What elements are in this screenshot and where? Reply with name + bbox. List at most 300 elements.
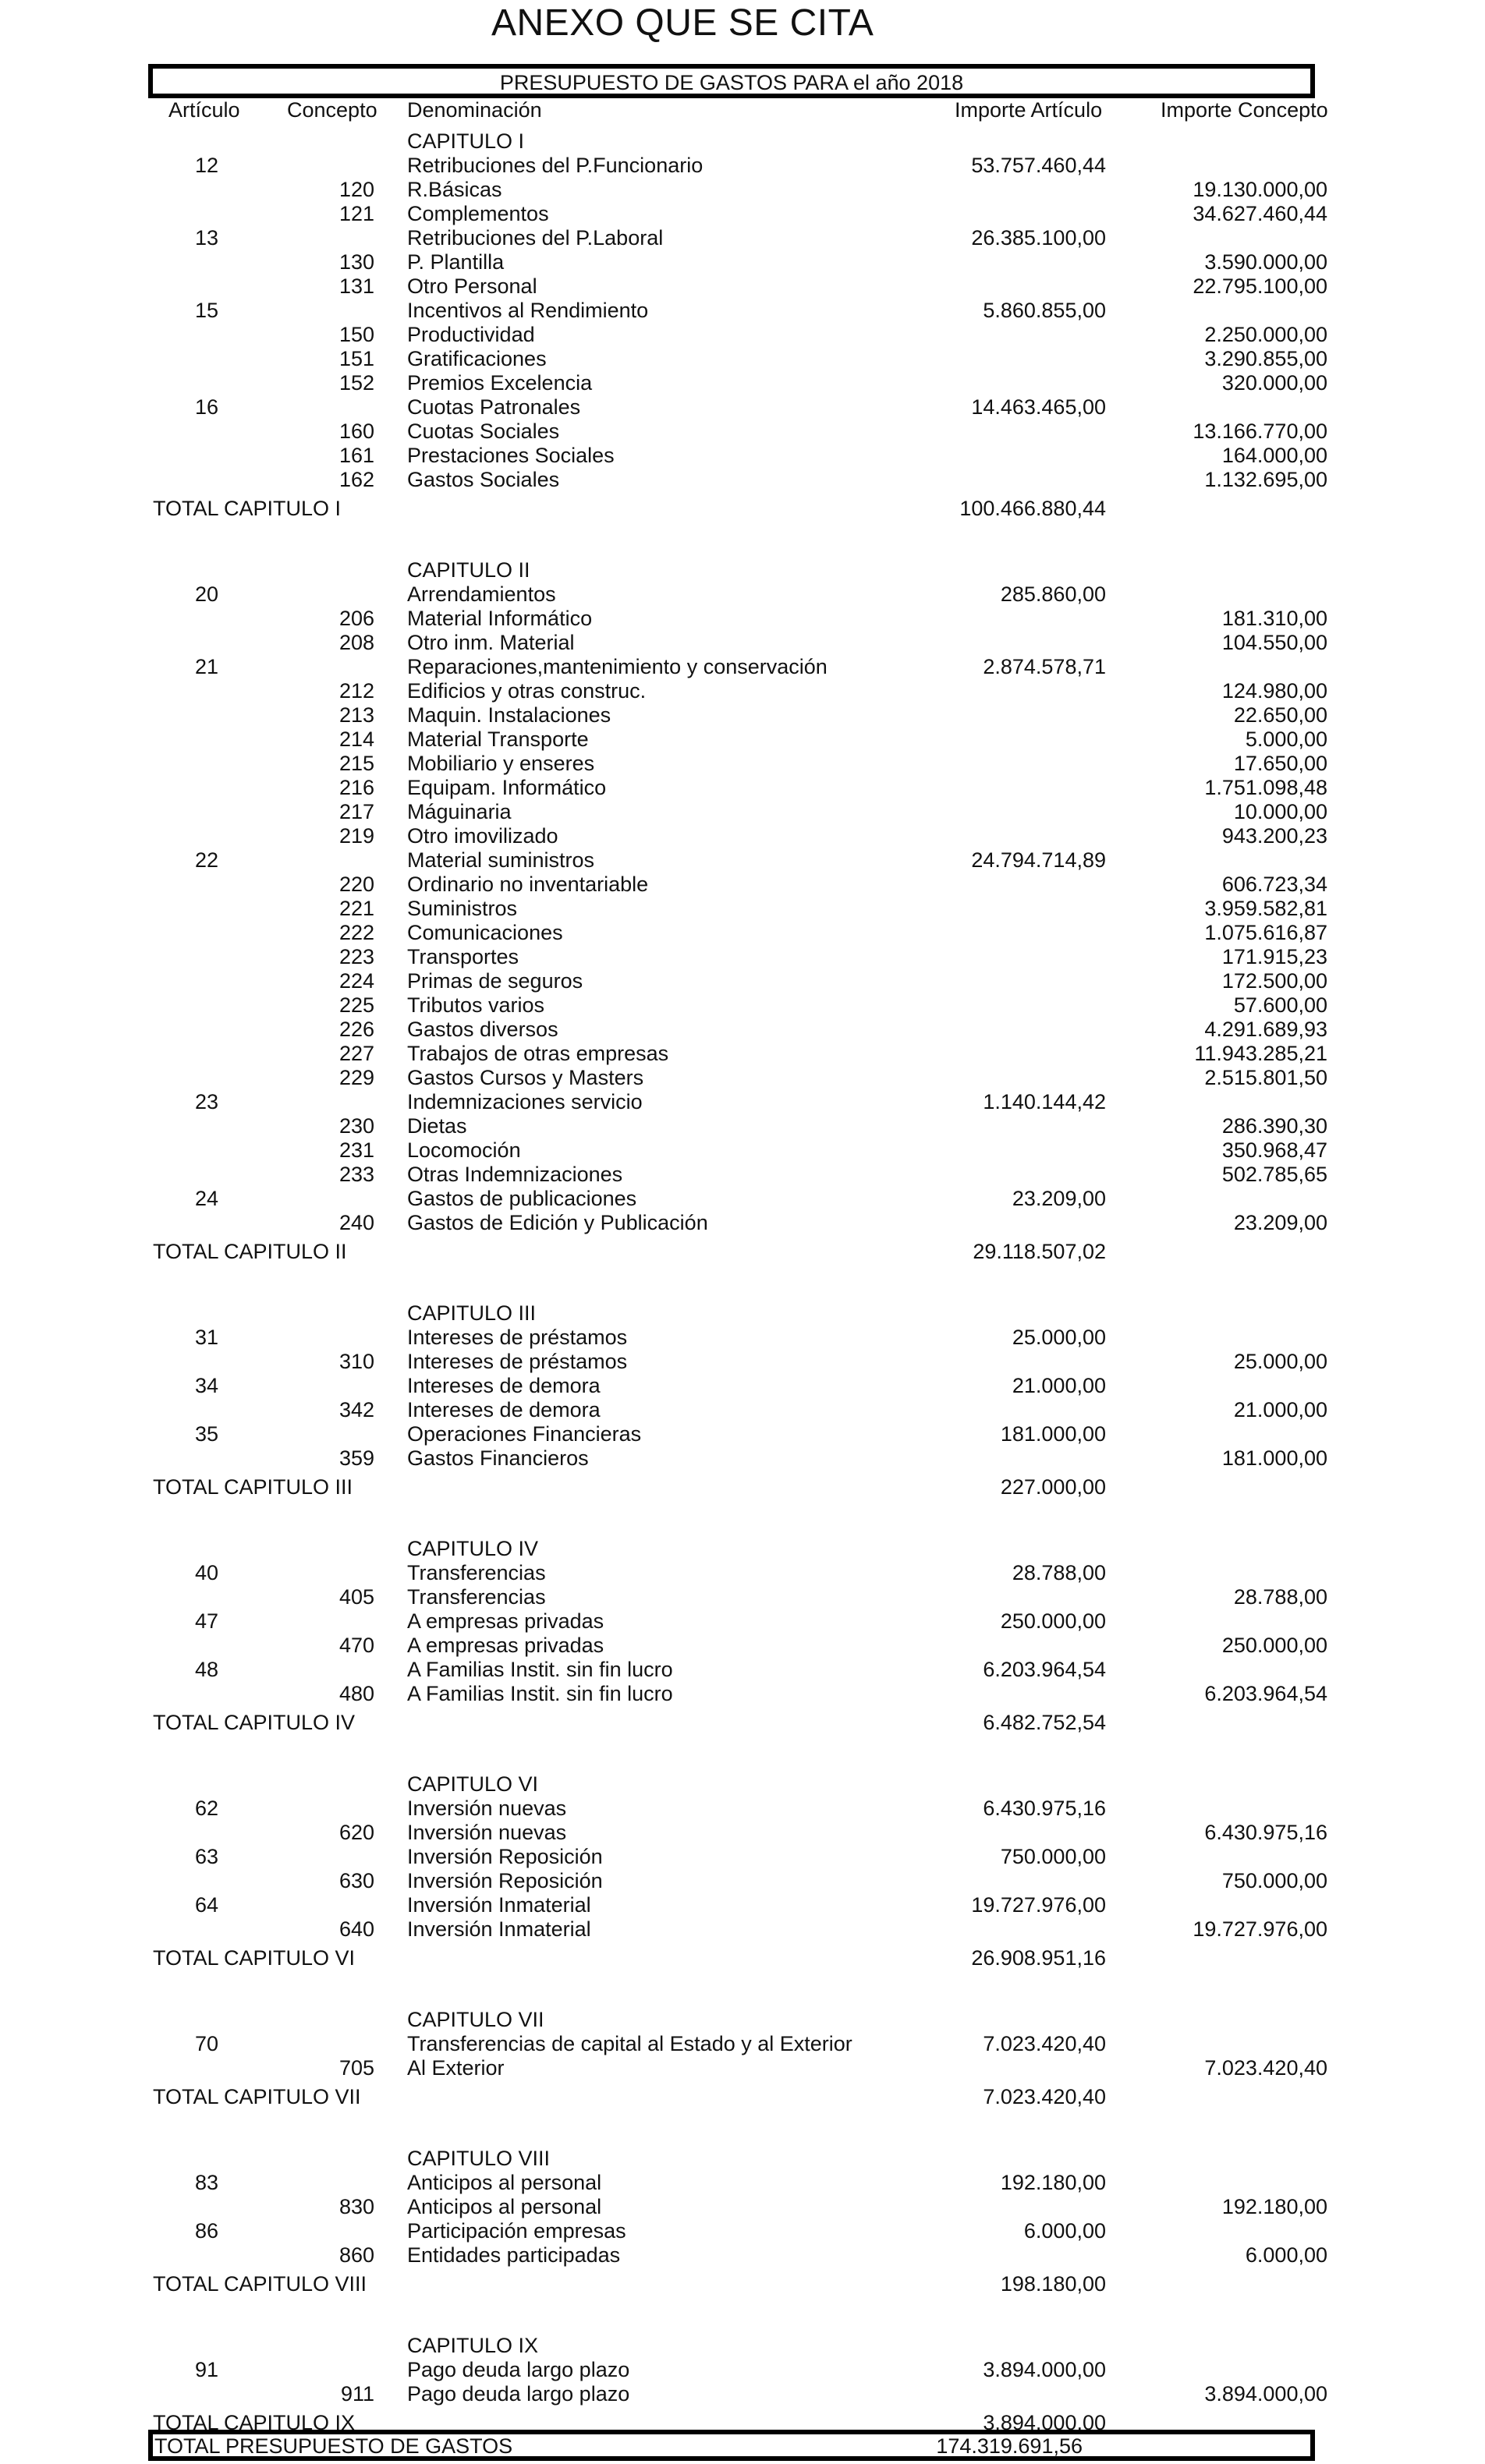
denomination: Anticipos al personal: [407, 2171, 602, 2194]
chapter-heading-row: [0, 2147, 1485, 2171]
denomination: Transferencias: [407, 1585, 546, 1609]
article-amount: 181.000,00: [1000, 1422, 1106, 1446]
denomination: Retribuciones del P.Laboral: [407, 226, 664, 250]
concept-code: 830: [338, 2195, 374, 2218]
concept-code: 151: [338, 347, 374, 370]
chapter-heading: CAPITULO VII: [407, 2008, 544, 2031]
article-row: [0, 1422, 1485, 1446]
denomination: Otro inm. Material: [407, 631, 575, 654]
chapter-total-row: [0, 1240, 1485, 1264]
denomination: Gastos Cursos y Masters: [407, 1066, 644, 1089]
concept-row: [0, 993, 1485, 1018]
concept-amount: 5.000,00: [1245, 728, 1327, 751]
concept-code: 212: [338, 679, 374, 703]
concept-amount: 25.000,00: [1233, 1350, 1327, 1373]
grand-total-box: [148, 2430, 1315, 2461]
denomination: Gastos Financieros: [407, 1446, 589, 1470]
concept-row: [0, 202, 1485, 226]
concept-amount: 11.943.285,21: [1194, 1042, 1327, 1065]
denomination: Reparaciones,mantenimiento y conservación: [407, 655, 828, 678]
concept-row: [0, 468, 1485, 492]
chapter-heading-row: [0, 1301, 1485, 1326]
article-code: 12: [194, 154, 219, 177]
concept-row: [0, 1066, 1485, 1090]
article-amount: 19.727.976,00: [971, 1893, 1106, 1917]
article-row: [0, 2358, 1485, 2382]
denomination: Indemnizaciones servicio: [407, 1090, 643, 1113]
concept-code: 233: [338, 1163, 374, 1186]
denomination: Máguinaria: [407, 800, 512, 823]
concept-code: 860: [338, 2243, 374, 2267]
concept-amount: 7.023.420,40: [1204, 2056, 1327, 2080]
concept-code: 161: [338, 444, 374, 467]
chapter-total-label: TOTAL CAPITULO VIII: [153, 2272, 367, 2296]
concept-code: 222: [338, 921, 374, 944]
concept-code: 342: [338, 1398, 374, 1421]
concept-amount: 2.515.801,50: [1204, 1066, 1327, 1089]
denomination: Gratificaciones: [407, 347, 547, 370]
chapter-total-amount: 29.118.507,02: [973, 1240, 1106, 1263]
chapter-heading-row: [0, 2008, 1485, 2032]
chapter-total-row: [0, 1946, 1485, 1970]
article-amount: 14.463.465,00: [971, 395, 1106, 419]
page-title: ANEXO QUE SE CITA: [491, 2, 874, 44]
concept-row: [0, 178, 1485, 202]
concept-code: 208: [338, 631, 374, 654]
denomination: A empresas privadas: [407, 1609, 604, 1633]
concept-code: 206: [338, 607, 374, 630]
article-code: 63: [194, 1845, 219, 1868]
concept-code: 229: [338, 1066, 374, 1089]
concept-row: [0, 824, 1485, 848]
concept-code: 214: [338, 728, 374, 751]
concept-amount: 943.200,23: [1221, 824, 1327, 848]
article-code: 70: [194, 2032, 219, 2055]
concept-code: 219: [338, 824, 374, 848]
concept-code: 221: [338, 897, 374, 920]
concept-amount: 750.000,00: [1221, 1869, 1327, 1892]
denomination: Transferencias: [407, 1561, 546, 1584]
article-row: [0, 226, 1485, 250]
article-row: [0, 1845, 1485, 1869]
concept-amount: 286.390,30: [1221, 1114, 1327, 1138]
concept-amount: 2.250.000,00: [1204, 323, 1327, 346]
article-code: 16: [194, 395, 219, 419]
concept-code: 131: [338, 274, 374, 298]
concept-row: [0, 1917, 1485, 1942]
article-code: 40: [194, 1561, 219, 1584]
denomination: Locomoción: [407, 1138, 521, 1162]
denomination: Intereses de demora: [407, 1374, 601, 1397]
article-row: [0, 299, 1485, 323]
denomination: Inversión nuevas: [407, 1797, 567, 1820]
article-row: [0, 395, 1485, 420]
article-code: 20: [194, 582, 219, 606]
concept-code: 225: [338, 993, 374, 1017]
article-amount: 250.000,00: [1000, 1609, 1106, 1633]
concept-row: [0, 1350, 1485, 1374]
concept-amount: 57.600,00: [1233, 993, 1327, 1017]
concept-amount: 22.650,00: [1233, 703, 1327, 727]
article-amount: 3.894.000,00: [983, 2358, 1106, 2381]
denomination: Transferencias de capital al Estado y al Exterior: [407, 2032, 852, 2055]
concept-row: [0, 607, 1485, 631]
concept-code: 310: [338, 1350, 374, 1373]
denomination: Gastos diversos: [407, 1018, 558, 1041]
denomination: Prestaciones Sociales: [407, 444, 615, 467]
denomination: Primas de seguros: [407, 969, 583, 993]
denomination: Arrendamientos: [407, 582, 556, 606]
concept-row: [0, 897, 1485, 921]
denomination: Premios Excelencia: [407, 371, 593, 395]
concept-amount: 181.000,00: [1221, 1446, 1327, 1470]
chapter-heading: CAPITULO VIII: [407, 2147, 551, 2170]
chapter-total-amount: 198.180,00: [1000, 2272, 1106, 2296]
concept-row: [0, 1869, 1485, 1893]
article-row: [0, 1187, 1485, 1211]
denomination: Ordinario no inventariable: [407, 873, 649, 896]
chapter-total-label: TOTAL CAPITULO III: [153, 1475, 353, 1499]
header-importe-concepto: Importe Concepto: [1161, 98, 1328, 122]
chapter-heading: CAPITULO IX: [407, 2334, 539, 2357]
denomination: Inversión Inmaterial: [407, 1893, 591, 1917]
concept-row: [0, 969, 1485, 993]
denomination: Intereses de préstamos: [407, 1350, 628, 1373]
article-code: 34: [194, 1374, 219, 1397]
article-code: 86: [194, 2219, 219, 2243]
concept-row: [0, 2195, 1485, 2219]
concept-amount: 171.915,23: [1221, 945, 1327, 968]
concept-row: [0, 274, 1485, 299]
concept-row: [0, 631, 1485, 655]
concept-row: [0, 1138, 1485, 1163]
chapter-total-row: [0, 2085, 1485, 2109]
denomination: Otro imovilizado: [407, 824, 558, 848]
denomination: Gastos de publicaciones: [407, 1187, 637, 1210]
denomination: Gastos Sociales: [407, 468, 560, 491]
chapter-total-amount: 100.466.880,44: [959, 497, 1106, 520]
denomination: Retribuciones del P.Funcionario: [407, 154, 704, 177]
denomination: R.Básicas: [407, 178, 502, 201]
chapter-heading-row: [0, 129, 1485, 154]
article-code: 24: [194, 1187, 219, 1210]
concept-row: [0, 323, 1485, 347]
denomination: Inversión Reposición: [407, 1869, 603, 1892]
denomination: Material Transporte: [407, 728, 589, 751]
chapter-total-label: TOTAL CAPITULO VII: [153, 2085, 361, 2108]
denomination: Equipam. Informático: [407, 776, 607, 799]
article-amount: 1.140.144,42: [983, 1090, 1106, 1113]
concept-code: 705: [338, 2056, 374, 2080]
concept-amount: 13.166.770,00: [1193, 420, 1327, 443]
concept-code: 215: [338, 752, 374, 775]
concept-amount: 250.000,00: [1221, 1634, 1327, 1657]
article-row: [0, 582, 1485, 607]
concept-code: 405: [338, 1585, 374, 1609]
concept-code: 226: [338, 1018, 374, 1041]
article-amount: 2.874.578,71: [983, 655, 1106, 678]
concept-code: 213: [338, 703, 374, 727]
concept-amount: 124.980,00: [1221, 679, 1327, 703]
concept-amount: 3.959.582,81: [1204, 897, 1327, 920]
concept-amount: 3.894.000,00: [1204, 2382, 1327, 2406]
concept-row: [0, 921, 1485, 945]
denomination: Intereses de demora: [407, 1398, 601, 1421]
article-row: [0, 848, 1485, 873]
denomination: Cuotas Sociales: [407, 420, 560, 443]
denomination: Inversión nuevas: [407, 1821, 567, 1844]
concept-row: [0, 420, 1485, 444]
chapter-heading: CAPITULO I: [407, 129, 525, 153]
concept-row: [0, 1585, 1485, 1609]
concept-row: [0, 347, 1485, 371]
header-denominacion: Denominación: [407, 98, 542, 122]
article-amount: 7.023.420,40: [983, 2032, 1106, 2055]
denomination: Otro Personal: [407, 274, 537, 298]
denomination: Mobiliario y enseres: [407, 752, 595, 775]
concept-row: [0, 444, 1485, 468]
concept-row: [0, 703, 1485, 728]
chapter-total-amount: 6.482.752,54: [983, 1711, 1106, 1734]
denomination: Anticipos al personal: [407, 2195, 602, 2218]
denomination: Dietas: [407, 1114, 467, 1138]
concept-code: 230: [338, 1114, 374, 1138]
article-amount: 5.860.855,00: [983, 299, 1106, 322]
article-code: 31: [194, 1326, 219, 1349]
concept-amount: 21.000,00: [1233, 1398, 1327, 1421]
concept-row: [0, 1114, 1485, 1138]
concept-amount: 19.727.976,00: [1193, 1917, 1327, 1941]
chapter-total-amount: 26.908.951,16: [971, 1946, 1106, 1970]
concept-row: [0, 1398, 1485, 1422]
denomination: Al Exterior: [407, 2056, 505, 2080]
concept-code: 480: [338, 1682, 374, 1705]
article-amount: 53.757.460,44: [971, 154, 1106, 177]
denomination: Inversión Reposición: [407, 1845, 603, 1868]
chapter-total-label: TOTAL CAPITULO VI: [153, 1946, 356, 1970]
concept-amount: 28.788,00: [1233, 1585, 1327, 1609]
article-row: [0, 1090, 1485, 1114]
concept-amount: 164.000,00: [1221, 444, 1327, 467]
concept-row: [0, 1634, 1485, 1658]
chapter-heading: CAPITULO VI: [407, 1772, 539, 1796]
article-code: 15: [194, 299, 219, 322]
concept-row: [0, 1211, 1485, 1235]
concept-amount: 350.968,47: [1221, 1138, 1327, 1162]
concept-amount: 1.132.695,00: [1204, 468, 1327, 491]
concept-amount: 10.000,00: [1233, 800, 1327, 823]
concept-amount: 19.130.000,00: [1193, 178, 1327, 201]
article-row: [0, 655, 1485, 679]
concept-row: [0, 1018, 1485, 1042]
article-amount: 26.385.100,00: [971, 226, 1106, 250]
denomination: Intereses de préstamos: [407, 1326, 628, 1349]
grand-total-label: TOTAL PRESUPUESTO DE GASTOS: [154, 2434, 513, 2458]
denomination: Transportes: [407, 945, 519, 968]
article-row: [0, 1561, 1485, 1585]
denomination: Productividad: [407, 323, 535, 346]
concept-row: [0, 873, 1485, 897]
chapter-heading-row: [0, 558, 1485, 582]
article-row: [0, 2171, 1485, 2195]
article-code: 21: [194, 655, 219, 678]
concept-amount: 1.075.616,87: [1204, 921, 1327, 944]
chapter-total-label: TOTAL CAPITULO IV: [153, 1711, 356, 1734]
denomination: Operaciones Financieras: [407, 1422, 642, 1446]
concept-code: 160: [338, 420, 374, 443]
concept-row: [0, 2056, 1485, 2080]
chapter-total-row: [0, 2272, 1485, 2296]
denomination: A Familias Instit. sin fin lucro: [407, 1682, 673, 1705]
denomination: Inversión Inmaterial: [407, 1917, 591, 1941]
chapter-total-row: [0, 497, 1485, 521]
denomination: Otras Indemnizaciones: [407, 1163, 623, 1186]
article-code: 47: [194, 1609, 219, 1633]
chapter-heading-row: [0, 1537, 1485, 1561]
concept-row: [0, 728, 1485, 752]
article-code: 83: [194, 2171, 219, 2194]
concept-row: [0, 2243, 1485, 2268]
concept-row: [0, 776, 1485, 800]
denomination: Pago deuda largo plazo: [407, 2358, 630, 2381]
header-articulo: Artículo: [168, 98, 240, 122]
concept-row: [0, 800, 1485, 824]
concept-amount: 3.590.000,00: [1204, 250, 1327, 274]
article-amount: 750.000,00: [1000, 1845, 1106, 1868]
concept-amount: 4.291.689,93: [1204, 1018, 1327, 1041]
chapter-total-amount: 7.023.420,40: [983, 2085, 1106, 2108]
article-amount: 23.209,00: [1012, 1187, 1106, 1210]
header-importe-articulo: Importe Artículo: [955, 98, 1103, 122]
table-title: PRESUPUESTO DE GASTOS PARA el año 2018: [499, 71, 964, 94]
denomination: Gastos de Edición y Publicación: [407, 1211, 708, 1234]
article-code: 64: [194, 1893, 219, 1917]
denomination: Edificios y otras construc.: [407, 679, 647, 703]
concept-row: [0, 1163, 1485, 1187]
concept-code: 217: [338, 800, 374, 823]
concept-amount: 606.723,34: [1221, 873, 1327, 896]
concept-code: 130: [338, 250, 374, 274]
article-amount: 6.000,00: [1023, 2219, 1106, 2243]
chapter-heading-row: [0, 1772, 1485, 1797]
denomination: A Familias Instit. sin fin lucro: [407, 1658, 673, 1681]
denomination: Pago deuda largo plazo: [407, 2382, 630, 2406]
chapter-heading: CAPITULO II: [407, 558, 530, 582]
chapter-total-label: TOTAL CAPITULO I: [153, 497, 342, 520]
denomination: P. Plantilla: [407, 250, 505, 274]
concept-row: [0, 250, 1485, 274]
concept-code: 630: [338, 1869, 374, 1892]
chapter-total-amount: 3.894.000,00: [983, 2411, 1106, 2434]
article-amount: 25.000,00: [1012, 1326, 1106, 1349]
concept-row: [0, 679, 1485, 703]
denomination: Material Informático: [407, 607, 593, 630]
concept-code: 120: [338, 178, 374, 201]
article-amount: 24.794.714,89: [971, 848, 1106, 872]
concept-row: [0, 371, 1485, 395]
concept-code: 152: [338, 371, 374, 395]
denomination: Participación empresas: [407, 2219, 626, 2243]
concept-code: 223: [338, 945, 374, 968]
concept-amount: 502.785,65: [1221, 1163, 1327, 1186]
article-code: 35: [194, 1422, 219, 1446]
article-amount: 21.000,00: [1012, 1374, 1106, 1397]
article-amount: 6.430.975,16: [983, 1797, 1106, 1820]
denomination: A empresas privadas: [407, 1634, 604, 1657]
denomination: Maquin. Instalaciones: [407, 703, 611, 727]
concept-row: [0, 1446, 1485, 1471]
article-row: [0, 2032, 1485, 2056]
concept-code: 224: [338, 969, 374, 993]
concept-code: 620: [338, 1821, 374, 1844]
concept-row: [0, 1042, 1485, 1066]
concept-code: 121: [338, 202, 374, 225]
concept-amount: 3.290.855,00: [1204, 347, 1327, 370]
concept-row: [0, 752, 1485, 776]
denomination: Comunicaciones: [407, 921, 563, 944]
article-amount: 285.860,00: [1000, 582, 1106, 606]
concept-row: [0, 1682, 1485, 1706]
article-row: [0, 1893, 1485, 1917]
concept-amount: 1.751.098,48: [1204, 776, 1327, 799]
concept-code: 220: [338, 873, 374, 896]
article-amount: 6.203.964,54: [983, 1658, 1106, 1681]
concept-code: 231: [338, 1138, 374, 1162]
concept-amount: 104.550,00: [1221, 631, 1327, 654]
concept-amount: 192.180,00: [1221, 2195, 1327, 2218]
denomination: Incentivos al Rendimiento: [407, 299, 649, 322]
article-amount: 28.788,00: [1012, 1561, 1106, 1584]
denomination: Tributos varios: [407, 993, 545, 1017]
concept-code: 911: [340, 2382, 374, 2406]
chapter-heading-row: [0, 2334, 1485, 2358]
concept-code: 216: [338, 776, 374, 799]
article-code: 62: [194, 1797, 219, 1820]
denomination: Trabajos de otras empresas: [407, 1042, 669, 1065]
concept-amount: 6.000,00: [1245, 2243, 1327, 2267]
concept-amount: 320.000,00: [1221, 371, 1327, 395]
concept-code: 240: [338, 1211, 374, 1234]
concept-code: 150: [338, 323, 374, 346]
grand-total-value: 174.319.691,56: [936, 2434, 1083, 2458]
article-code: 23: [194, 1090, 219, 1113]
concept-code: 227: [338, 1042, 374, 1065]
article-code: 22: [194, 848, 219, 872]
concept-amount: 17.650,00: [1233, 752, 1327, 775]
chapter-total-row: [0, 1475, 1485, 1499]
article-code: 13: [194, 226, 219, 250]
article-row: [0, 1797, 1485, 1821]
concept-amount: 181.310,00: [1221, 607, 1327, 630]
denomination: Complementos: [407, 202, 549, 225]
chapter-total-label: TOTAL CAPITULO II: [153, 1240, 347, 1263]
article-row: [0, 2219, 1485, 2243]
concept-code: 359: [338, 1446, 374, 1470]
concept-amount: 6.203.964,54: [1204, 1682, 1327, 1705]
article-amount: 192.180,00: [1000, 2171, 1106, 2194]
concept-amount: 34.627.460,44: [1193, 202, 1327, 225]
article-row: [0, 1658, 1485, 1682]
article-code: 48: [194, 1658, 219, 1681]
article-row: [0, 1609, 1485, 1634]
concept-row: [0, 1821, 1485, 1845]
concept-amount: 6.430.975,16: [1204, 1821, 1327, 1844]
concept-amount: 172.500,00: [1221, 969, 1327, 993]
concept-row: [0, 945, 1485, 969]
article-row: [0, 1326, 1485, 1350]
denomination: Entidades participadas: [407, 2243, 621, 2267]
chapter-total-label: TOTAL CAPITULO IX: [153, 2411, 356, 2434]
